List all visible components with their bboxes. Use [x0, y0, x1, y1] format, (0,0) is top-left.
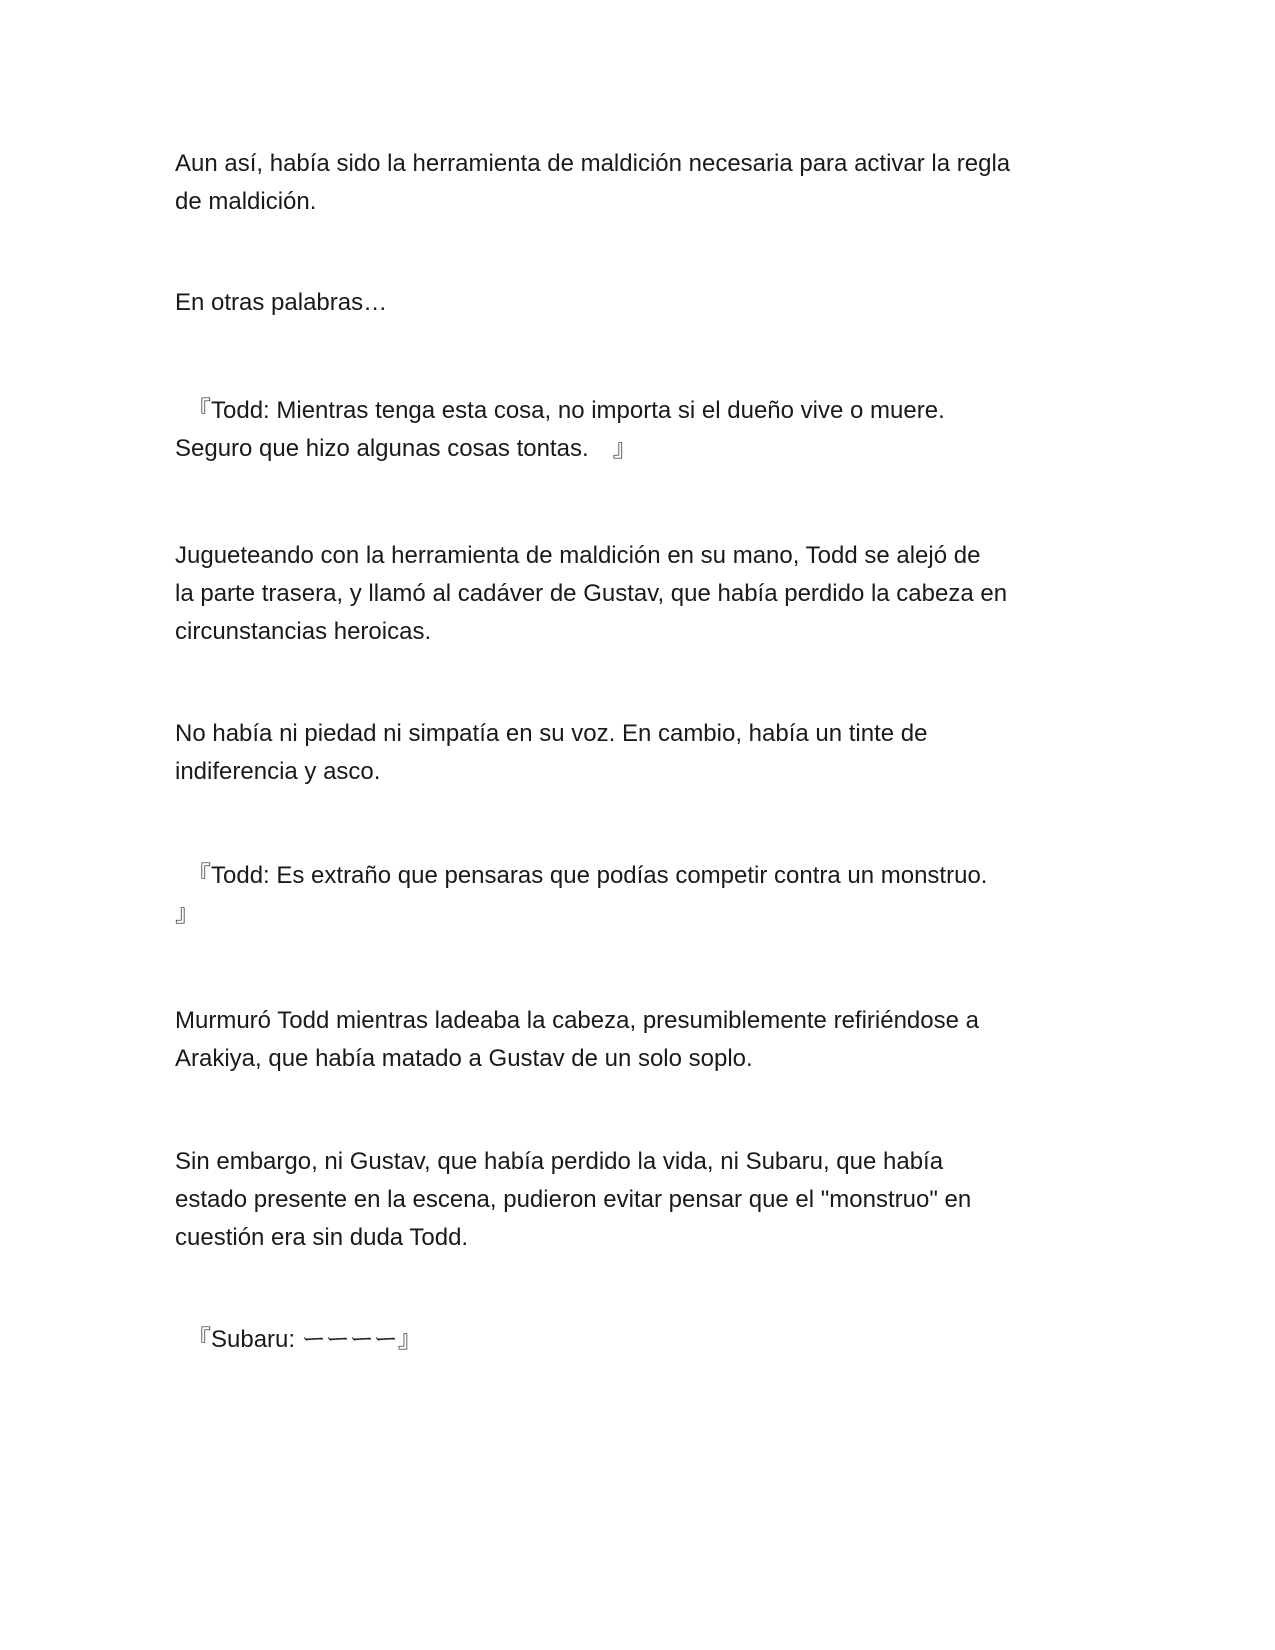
text-line: Jugueteando con la herramienta de maldición en su mano, Todd se alejó de	[175, 542, 981, 569]
text-line: 『Todd: Es extraño que pensaras que podías competir contra un monstruo.	[175, 862, 988, 889]
text-line: Seguro que hizo algunas cosas tontas. 』	[175, 435, 637, 462]
paragraph-narration-2	[175, 284, 387, 322]
text-line: circunstancias heroicas.	[175, 618, 432, 645]
paragraph-dialogue-todd-1	[175, 392, 945, 468]
text-line: 『Subaru: ーーーー』	[175, 1326, 422, 1353]
text-line: la parte trasera, y llamó al cadáver de Gustav, que había perdido la cabeza en	[175, 580, 1008, 607]
text-line: cuestión era sin duda Todd.	[175, 1224, 469, 1251]
text-line: estado presente en la escena, pudieron evitar pensar que el "monstruo" en	[175, 1186, 972, 1213]
text-line: Sin embargo, ni Gustav, que había perdido la vida, ni Subaru, que había	[175, 1148, 944, 1175]
text-line: indiferencia y asco.	[175, 758, 381, 785]
paragraph-dialogue-todd-2	[175, 857, 987, 933]
text-line: 』	[175, 900, 199, 927]
paragraph-narration-3	[175, 537, 1007, 651]
paragraph-narration-4	[175, 715, 927, 791]
text-line: 『Todd: Mientras tenga esta cosa, no importa si el dueño vive o muere.	[175, 397, 945, 424]
paragraph-dialogue-subaru	[175, 1321, 422, 1359]
text-line: de maldición.	[175, 188, 317, 215]
text-line: Murmuró Todd mientras ladeaba la cabeza, presumiblemente refiriéndose a	[175, 1007, 979, 1034]
text-line: Aun así, había sido la herramienta de maldición necesaria para activar la regla	[175, 150, 1011, 177]
text-line: No había ni piedad ni simpatía en su voz. En cambio, había un tinte de	[175, 720, 928, 747]
text-line: En otras palabras…	[175, 289, 388, 316]
paragraph-narration-6	[175, 1143, 971, 1257]
text-line: Arakiya, que había matado a Gustav de un solo soplo.	[175, 1045, 753, 1072]
paragraph-narration-1	[175, 145, 1010, 221]
paragraph-narration-5	[175, 1002, 979, 1078]
